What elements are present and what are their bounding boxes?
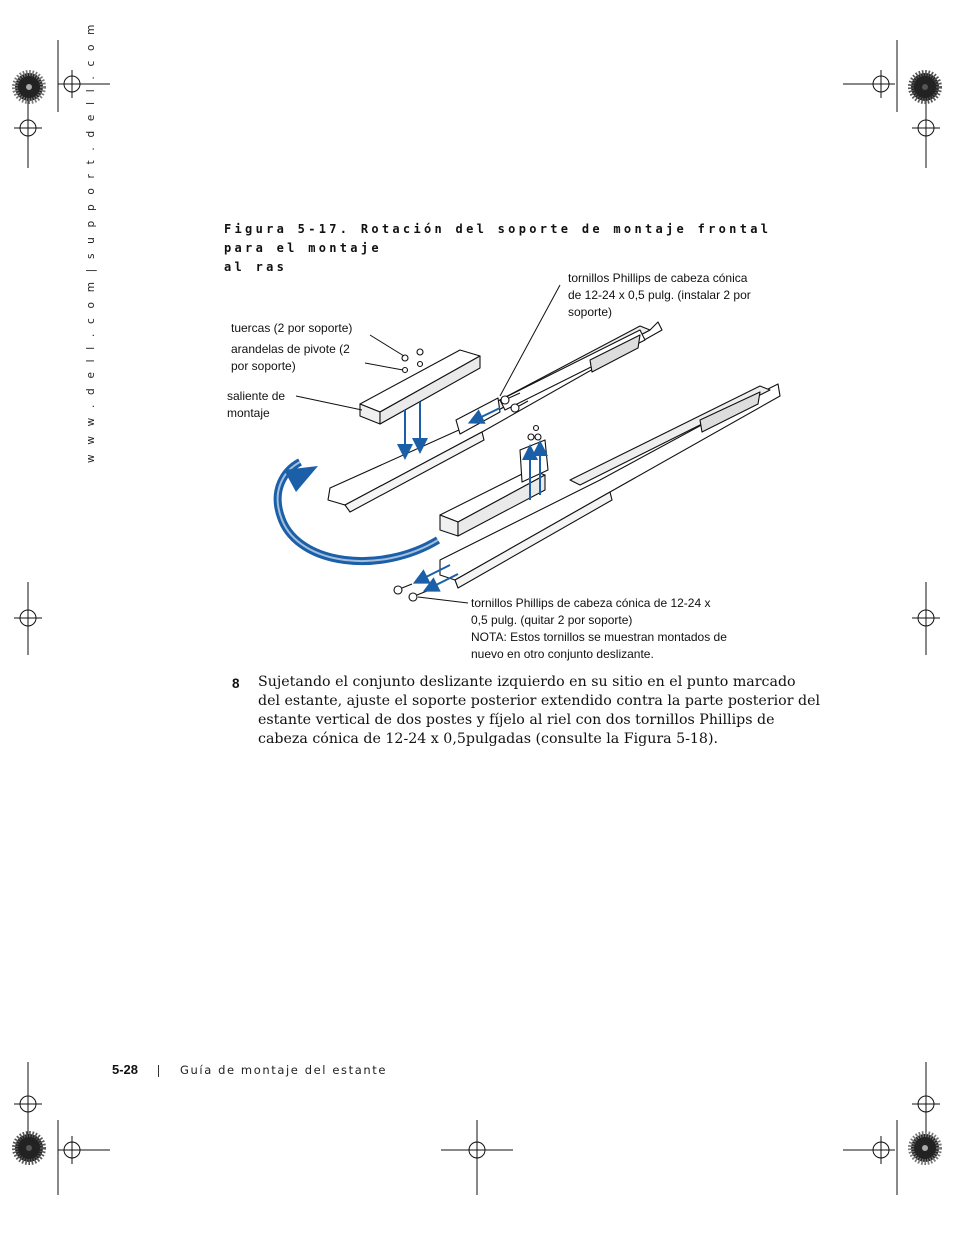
callout-line: por soporte) [231,359,296,373]
footer-separator [158,1065,159,1077]
page-number: 5-28 [112,1062,139,1077]
callout-line: soporte) [568,305,613,319]
step-number: 8 [232,676,240,691]
footer-title: Guía de montaje del estante [180,1063,388,1077]
step-text: Sujetando el conjunto deslizante izquierdo en su sitio en el punto marcado del estante, ajuste el soporte posterior extendido contra la parte posterior del estante vertical de dos postes y fíjelo al riel con dos tornillos Phillips de cabeza cónica de 12-24 x 0,5pulgadas (consulte la Figura 5-18). [258,674,820,747]
callout-washers [231,341,350,375]
callout-line: nuevo en otro conjunto deslizante. [471,647,654,661]
callout-line: saliente de [227,389,286,403]
callout-screws-remove [471,595,727,663]
callout-line: tuercas (2 por soporte) [231,321,353,335]
callout-line: de 12-24 x 0,5 pulg. (instalar 2 por [568,288,751,302]
callout-line: 0,5 pulg. (quitar 2 por soporte) [471,613,633,627]
callout-line: montaje [227,406,270,420]
callout-line: tornillos Phillips de cabeza cónica [568,271,748,285]
lower-screws [394,584,427,601]
footer [112,1062,138,1077]
callout-line: NOTA: Estos tornillos se muestran montados de [471,630,727,644]
sidebar-url-text: w w w . d e l l . c o m | s u p p o r t . d e l l . c o m [85,21,97,463]
callout-nuts [231,320,352,337]
callout-line: tornillos Phillips de cabeza cónica de 12-24 x [471,596,711,610]
callout-line: arandelas de pivote (2 [231,342,350,356]
callout-screws-install [568,270,751,321]
figure-caption-line1: Figura 5-17. Rotación del soporte de montaje frontal para el montaje [224,222,772,255]
callout-tab [227,388,285,422]
figure-caption-line2: al ras [224,260,288,274]
